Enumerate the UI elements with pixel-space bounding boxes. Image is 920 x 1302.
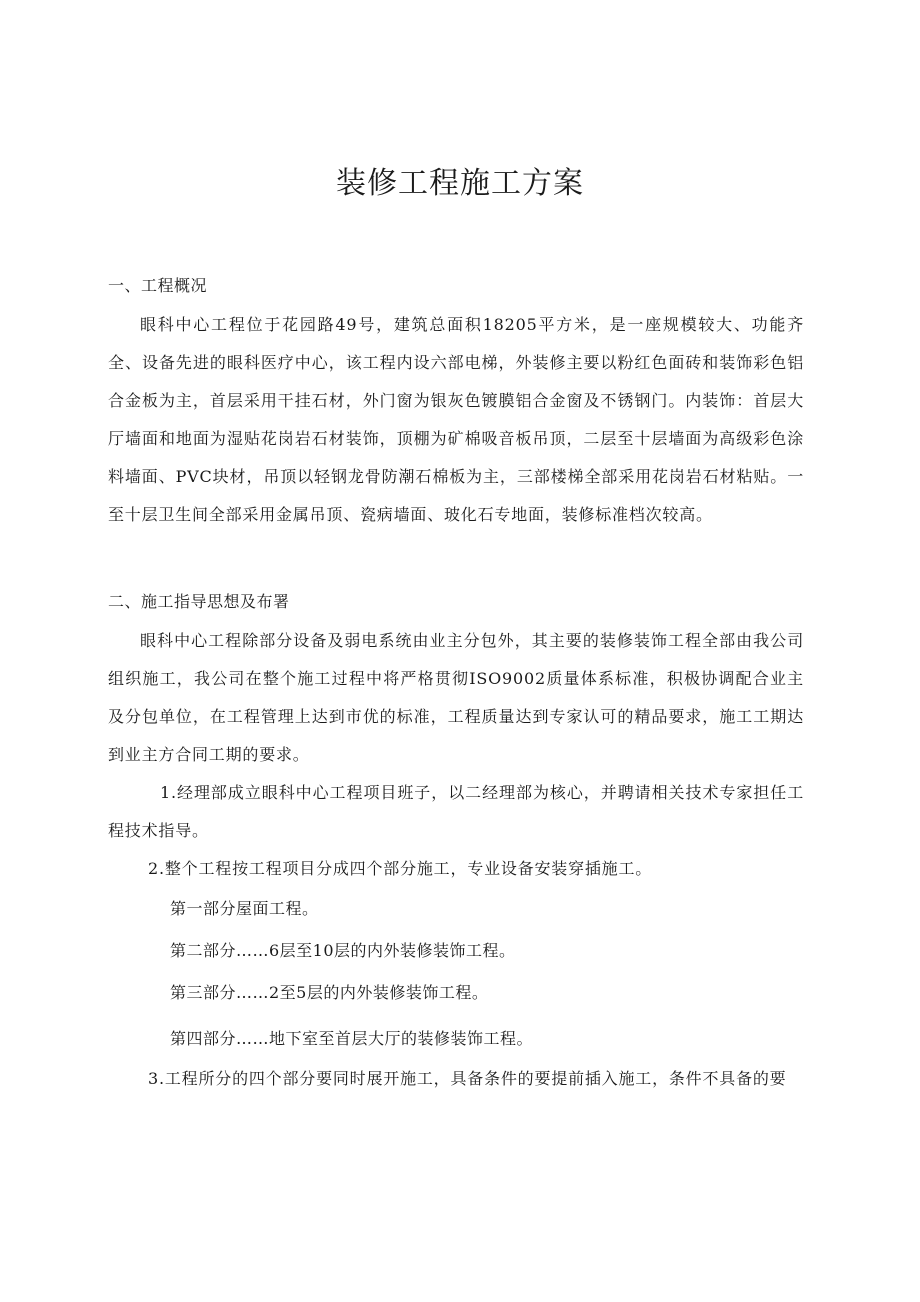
numbered-item-2: 2.整个工程按工程项目分成四个部分施工，专业设备安装穿插施工。 [148,859,653,878]
section-1-paragraph: 眼科中心工程位于花园路49号，建筑总面积18205平方米，是一座规模较大、功能齐全、设备先进的眼科医疗中心，该工程内设六部电梯，外装修主要以粉红色面砖和装饰彩色铝合金板为主，首层采用干挂石材，外门窗为银灰色镀膜铝合金窗及不锈钢门。内装饰：首层大厅墙面和地面为湿贴花岗岩石材装饰，顶棚为矿棉吸音板吊顶，二层至十层墙面为高级彩色涂料墙面、PVC块材，吊顶以轻钢龙骨防潮石棉板为主，三部楼梯全部采用花岗岩石材粘贴。一至十层卫生间全部采用金属吊顶、瓷病墙面、玻化石专地面，装修标准档次较高。 [108,315,804,524]
document-body [108,268,804,1098]
part-item-2: 第二部分……6层至10层的内外装修装饰工程。 [170,941,516,960]
section-2-paragraph: 眼科中心工程除部分设备及弱电系统由业主分包外，其主要的装修装饰工程全部由我公司组织施工，我公司在整个施工过程中将严格贯彻ISO9002质量体系标准，积极协调配合业主及分包单位，在工程管理上达到市优的标准，工程质量达到专家认可的精品要求，施工工期达到业主方合同工期的要求。 [108,631,804,764]
part-item-3: 第三部分……2至5层的内外装修装饰工程。 [170,983,489,1002]
numbered-item-3: 3.工程所分的四个部分要同时展开施工，具备条件的要提前插入施工，条件不具备的要 [148,1069,787,1088]
section-1-heading: 一、工程概况 [108,276,208,295]
numbered-item-1: 1.经理部成立眼科中心工程项目班子，以二经理部为核心，并聘请相关技术专家担任工程技术指导。 [108,783,804,840]
section-spacer [108,534,804,584]
document-title: 装修工程施工方案 [336,166,584,201]
part-item-4: 第四部分……地下室至首层大厅的装修装饰工程。 [170,1029,534,1048]
part-item-1: 第一部分屋面工程。 [170,899,319,918]
section-2-heading: 二、施工指导思想及布署 [108,592,290,611]
